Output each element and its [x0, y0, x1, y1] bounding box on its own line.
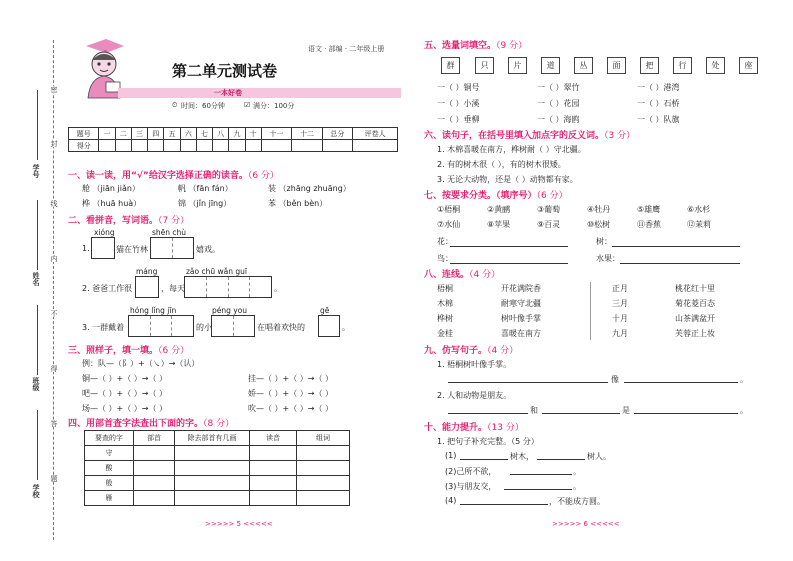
score-col: 五 [164, 128, 180, 140]
score-cell[interactable] [131, 140, 147, 152]
s5-item[interactable]: 一（ ）石桥 [637, 99, 680, 108]
answer-line[interactable] [448, 413, 528, 414]
answer-cell[interactable] [134, 476, 175, 491]
section-7-title: 七、按要求分类。（填序号）（6 分） [424, 191, 568, 201]
answer-cell[interactable] [175, 491, 250, 506]
table-row [85, 446, 350, 461]
score-col: 七 [196, 128, 212, 140]
s10-line3-text: (3)与朋友交， [445, 482, 497, 491]
write-grid[interactable] [135, 276, 159, 298]
table-row [85, 461, 350, 476]
page-number-right: >>>>> 6 <<<<< [552, 520, 620, 528]
word-bank-item: 座 [739, 57, 758, 74]
s1-item[interactable]: 装 （zhāng zhuāng） [268, 184, 351, 193]
pinyin-pengyou: péng you [212, 306, 248, 315]
s2-line3-mid2: 在唱着欢快的 [257, 323, 305, 332]
score-col: 三 [131, 128, 147, 140]
answer-line[interactable] [448, 382, 608, 383]
s7-cat-fruit: 水果： [596, 254, 620, 263]
section-3-title: 三、照样子，填一填。（6 分） [68, 346, 190, 356]
section-10-title: 十、能力提升。（13 分） [424, 423, 524, 433]
answer-line[interactable] [510, 474, 572, 475]
score-cell[interactable] [292, 140, 322, 152]
s8-left-item[interactable]: 木棉 [437, 299, 453, 308]
xuexiao-label: 学校 [32, 484, 40, 498]
xingming-line [37, 200, 38, 270]
write-grid[interactable] [150, 237, 194, 259]
radical-col: 要查的字 [85, 431, 134, 446]
pinyin-zaochuwangui: zǎo chū wǎn guī [186, 267, 247, 276]
s8-right-item[interactable]: 山茶满盆开 [675, 314, 715, 323]
answer-cell[interactable] [175, 461, 250, 476]
banji-label: 班级 [32, 377, 40, 391]
score-col: 四 [148, 128, 164, 140]
answer-line[interactable] [620, 263, 740, 264]
s2-line3-text: 3. 一群戴着 [82, 323, 125, 332]
clock-icon: ⏲ [172, 101, 178, 109]
s8-right-item[interactable]: 树叶像手掌 [501, 314, 541, 323]
s6-line[interactable]: 2. 有的树木很（ ），有的树木很矮。 [437, 160, 566, 169]
fold-line [53, 40, 54, 540]
side-char-xian: 线 [50, 200, 58, 207]
s3-left-item[interactable]: 铜—（ ）+（ ）→（ ） [82, 374, 168, 383]
s3-right-item[interactable]: 吹—（ ）+（ ）→（ ） [248, 404, 334, 413]
score-cell[interactable] [196, 140, 212, 152]
score-col: 题号 [69, 128, 99, 140]
s9-line1: 1. 梧桐树叶像手掌。 [437, 360, 512, 369]
side-char-nei: 内 [50, 255, 58, 262]
s3-right-item[interactable]: 娇—（ ）+（ ）→（ ） [248, 389, 334, 398]
s8-left-item[interactable]: 正月 [612, 284, 628, 293]
s9-he: 和 [530, 406, 538, 415]
score-col: 十一 [261, 128, 291, 140]
score-cell[interactable] [245, 140, 261, 152]
score-cell[interactable] [148, 140, 164, 152]
s3-right-item[interactable]: 挂—（ ）+（ ）→（ ） [248, 374, 334, 383]
s7-item: ⑪香蕉 [637, 220, 661, 229]
word-bank-item: 处 [706, 57, 725, 74]
side-char-mi: 密 [50, 86, 58, 93]
score-cell[interactable] [115, 140, 131, 152]
s6-line[interactable]: 1. 木棉喜暖在南方，桦树耐（ ）守北疆。 [437, 145, 586, 154]
char-cell: 雁 [85, 491, 134, 506]
score-cell[interactable] [229, 140, 245, 152]
answer-cell[interactable] [175, 446, 250, 461]
s7-item: ⑫茉莉 [687, 220, 711, 229]
s3-left-item[interactable]: 场—（ ）+（ ）→（ ） [82, 404, 168, 413]
s8-left-item[interactable]: 金桂 [437, 329, 453, 338]
s8-right-item[interactable]: 菊花菱百态 [675, 299, 715, 308]
radical-header-row [85, 431, 350, 446]
s9-period: 。 [740, 406, 748, 415]
s8-right-item[interactable]: 开花满院香 [501, 284, 541, 293]
score-col: 六 [180, 128, 196, 140]
page-number-left: >>>>> 5 <<<<< [205, 520, 273, 528]
char-cell: 般 [85, 476, 134, 491]
s1-item[interactable]: 舱 （jiān jiǎn） [82, 184, 140, 193]
answer-cell[interactable] [250, 461, 297, 476]
word-bank-item: 丛 [574, 57, 593, 74]
s7-item: ④牡丹 [587, 205, 611, 214]
score-table [68, 127, 398, 152]
s5-item[interactable]: 一（ ）花园 [537, 99, 580, 108]
char-cell: 守 [85, 446, 134, 461]
radical-col: 除去部首有几画 [175, 431, 250, 446]
s2-line2-end: 。 [274, 284, 282, 293]
s7-cat-bird: 鸟： [437, 254, 453, 263]
s7-item: ⑥水杉 [687, 205, 711, 214]
s9-shi: 是 [622, 406, 630, 415]
s1-item[interactable]: 桦 （huā huà） [82, 199, 142, 208]
word-bank-item: 把 [640, 57, 659, 74]
answer-line[interactable] [624, 382, 738, 383]
s7-item: ⑨百灵 [537, 220, 561, 229]
s10-line4-num: (4) [445, 496, 457, 505]
side-char-bu: 不 [50, 310, 58, 317]
section-5-title: 五、选量词填空。（9 分） [424, 41, 528, 51]
s1-item[interactable]: 帆 （fān fán） [178, 184, 233, 193]
score-col: 二 [115, 128, 131, 140]
s2-line2-mid: ，每天 [161, 284, 185, 293]
s2-line3-mid1: 的小 [196, 323, 212, 332]
answer-cell[interactable] [175, 476, 250, 491]
s8-left-item[interactable]: 桦树 [437, 314, 453, 323]
pinyin-xiong: xióng [94, 228, 115, 237]
word-bank-item: 面 [607, 57, 626, 74]
answer-line[interactable] [634, 413, 738, 414]
xuexiao-line [37, 410, 38, 480]
score-input-row [69, 140, 398, 152]
answer-cell[interactable] [297, 491, 350, 506]
answer-line[interactable] [542, 413, 620, 414]
score-col: 八 [213, 128, 229, 140]
score-cell[interactable] [261, 140, 291, 152]
s7-item: ②黄鹂 [487, 205, 511, 214]
s1-item[interactable]: 锦 （jǐn jīng） [178, 199, 232, 208]
s10-line1-end: 树人。 [587, 452, 611, 461]
answer-cell[interactable] [250, 476, 297, 491]
score-col: 九 [229, 128, 245, 140]
side-char-da: 答 [50, 420, 58, 427]
title-band [118, 88, 401, 98]
word-bank-item: 行 [673, 57, 692, 74]
s8-left-item[interactable]: 梧桐 [437, 284, 453, 293]
word-bank-item: 片 [508, 57, 527, 74]
s8-left-item[interactable]: 九月 [612, 329, 628, 338]
s5-item[interactable]: 一（ ）翠竹 [537, 83, 580, 92]
divider [590, 282, 591, 340]
word-bank-item: 道 [541, 57, 560, 74]
radical-col: 组词 [297, 431, 350, 446]
score-icon: ☑ [244, 101, 251, 109]
side-char-ti: 题 [50, 475, 58, 482]
write-grid[interactable] [91, 237, 115, 259]
section-9-title: 九、仿写句子。（4 分） [424, 346, 519, 356]
answer-cell[interactable] [250, 491, 297, 506]
s8-left-item[interactable]: 十月 [612, 314, 628, 323]
write-grid[interactable] [184, 276, 272, 298]
answer-cell[interactable] [134, 446, 175, 461]
score-label: 满分：100分 [253, 102, 295, 110]
char-cell: 酸 [85, 461, 134, 476]
answer-cell[interactable] [297, 446, 350, 461]
section-6-title: 六、读句子，在括号里填入加点字的反义词。（3 分） [424, 131, 636, 141]
score-col: 十二 [292, 128, 322, 140]
pinyin-shenchu: shēn chù [152, 228, 187, 237]
score-cell[interactable] [180, 140, 196, 152]
answer-cell[interactable] [297, 461, 350, 476]
section-2-title: 二、看拼音，写词语。（7 分） [68, 216, 190, 226]
answer-cell[interactable] [134, 461, 175, 476]
s7-item: ⑧苹果 [487, 220, 511, 229]
answer-line[interactable] [450, 263, 568, 264]
answer-line[interactable] [504, 489, 572, 490]
write-grid[interactable] [211, 315, 255, 337]
s8-right-item[interactable]: 芙蓉正上妆 [675, 329, 715, 338]
s3-example: 例：队—（阝）+（㇏）→（认） [82, 359, 200, 368]
s5-item[interactable]: 一（ ）小溪 [437, 99, 480, 108]
answer-cell[interactable] [134, 491, 175, 506]
xuehao-label: 学号 [32, 164, 40, 178]
s10-line2-text: (2)己所不欲， [445, 467, 497, 476]
score-col: 评卷人 [353, 128, 398, 140]
s8-right-item[interactable]: 桃花红十里 [675, 284, 715, 293]
table-row [85, 476, 350, 491]
word-bank-item: 只 [475, 57, 494, 74]
s7-item: ⑤雄鹰 [637, 205, 661, 214]
s7-cat-tree: 树： [596, 237, 612, 246]
s2-line2-text: 2. 爸爸工作很 [82, 284, 133, 293]
score-row-label: 得分 [69, 140, 99, 152]
score-col: 一 [99, 128, 115, 140]
section-1-title: 一、读一读，用“√”给汉字选择正确的读音。（6 分） [68, 171, 279, 181]
table-row [85, 491, 350, 506]
s7-item: ①梧桐 [437, 205, 461, 214]
pinyin-ge: gē [320, 306, 330, 315]
s9-line2: 2. 人和动物是朋友。 [437, 391, 512, 400]
s9-like: 像 [611, 375, 619, 384]
s7-item: ⑩松树 [587, 220, 611, 229]
write-grid[interactable] [128, 315, 194, 337]
radical-col: 读音 [250, 431, 297, 446]
section-4-title: 四、用部首查字法查出下面的字。（8 分） [68, 419, 235, 429]
side-char-feng: 封 [50, 140, 58, 147]
answer-line[interactable] [612, 246, 740, 247]
answer-cell[interactable] [250, 446, 297, 461]
s10-line1-num: (1) [445, 451, 457, 460]
s1-item[interactable]: 苯 （běn bèn） [268, 199, 328, 208]
answer-cell[interactable] [297, 476, 350, 491]
s10-line3-end: 。 [573, 482, 581, 491]
s5-item[interactable]: 一（ ）垂柳 [437, 115, 480, 124]
answer-line[interactable] [460, 504, 548, 505]
page-title: 第二单元测试卷 [172, 62, 278, 80]
section-8-title: 八、连线。（4 分） [424, 270, 501, 280]
score-col: 十 [245, 128, 261, 140]
score-header-row [69, 128, 398, 140]
s5-item[interactable]: 一（ ）铜号 [437, 83, 480, 92]
pinyin-honglingjin: hóng lǐng jīn [130, 306, 177, 315]
score-cell[interactable] [322, 140, 352, 152]
write-grid[interactable] [318, 315, 340, 337]
s8-right-item[interactable]: 喜暖在南方 [501, 329, 541, 338]
answer-line[interactable] [450, 246, 568, 247]
answer-line[interactable] [537, 459, 585, 460]
pinyin-mang: máng [136, 267, 158, 276]
s8-right-item[interactable]: 耐寒守北疆 [501, 299, 541, 308]
s7-cat-flower: 花： [437, 237, 453, 246]
side-char-de: 得 [50, 365, 58, 372]
time-label: 时间：60分钟 [181, 102, 225, 110]
s10-line2-end: 。 [573, 467, 581, 476]
s2-line1-num: 1. [82, 244, 90, 253]
s7-item: ⑦水仙 [437, 220, 461, 229]
s5-item[interactable]: 一（ ）海鸥 [537, 115, 580, 124]
s6-line[interactable]: 3. 无论大动物，还是（ ）动物都有家。 [437, 175, 578, 184]
s8-left-item[interactable]: 三月 [612, 299, 628, 308]
xuehao-line [37, 90, 38, 160]
score-cell[interactable] [353, 140, 398, 152]
s9-period: 。 [740, 375, 748, 384]
radical-col: 部首 [134, 431, 175, 446]
s2-line1-end: 嬉戏。 [196, 245, 220, 254]
brand-label: 一本好卷 [214, 89, 242, 97]
xingming-label: 姓名 [32, 272, 40, 286]
radical-table [84, 430, 350, 506]
banji-line [37, 305, 38, 375]
s5-item[interactable]: 一（ ）队旗 [637, 115, 680, 124]
s3-left-item[interactable]: 吧—（ ）+（ ）→（ ） [82, 389, 168, 398]
score-cell[interactable] [99, 140, 115, 152]
s10-line1-mid: 树木， [510, 452, 534, 461]
score-col: 总分 [322, 128, 352, 140]
s5-item[interactable]: 一（ ）港湾 [637, 83, 680, 92]
s7-item: ③葡萄 [537, 205, 561, 214]
s10-line4-end: ，不能成方圆。 [549, 497, 605, 506]
s2-line3-end: 。 [342, 323, 350, 332]
word-bank-item: 群 [441, 57, 460, 74]
answer-line[interactable] [460, 459, 508, 460]
score-cell[interactable] [213, 140, 229, 152]
book-info: 语文 · 部编 · 二年级上册 [308, 45, 385, 53]
s2-line1-text: 猫在竹林 [116, 245, 148, 254]
score-cell[interactable] [164, 140, 180, 152]
s10-sub: 1. 把句子补充完整。（5 分） [437, 437, 539, 446]
